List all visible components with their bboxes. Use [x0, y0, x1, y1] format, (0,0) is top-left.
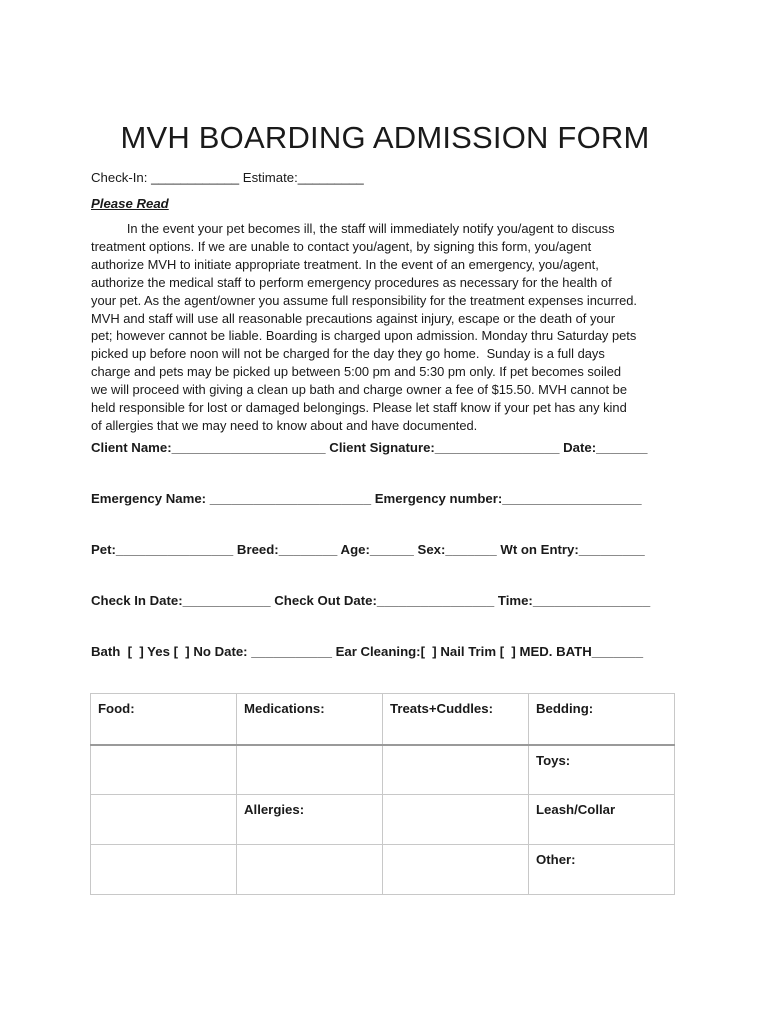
empty-cell[interactable]: [237, 845, 383, 895]
grooming-services-fields[interactable]: Bath [ ] Yes [ ] No Date: ___________ Ear Cleaning:[ ] Nail Trim [ ] MED. BATH_______: [91, 644, 644, 659]
table-row: [91, 694, 675, 745]
toys-cell[interactable]: Toys:: [529, 745, 675, 795]
empty-cell[interactable]: [383, 845, 529, 895]
leash-collar-cell[interactable]: Leash/Collar: [529, 795, 675, 845]
terms-line: authorize MVH to initiate appropriate treatment. In the event of an emergency, you/agent,: [91, 256, 599, 272]
client-info-fields[interactable]: Client Name:_____________________ Client Signature:_________________ Date:_______: [91, 440, 648, 455]
other-cell[interactable]: Other:: [529, 845, 675, 895]
form-title: MVH BOARDING ADMISSION FORM: [120, 120, 650, 155]
empty-cell[interactable]: [383, 795, 529, 845]
table-row: [91, 845, 675, 895]
terms-line: held responsible for lost or damaged belongings. Please let staff know if your pet has any kind: [91, 400, 627, 416]
empty-cell[interactable]: [91, 795, 237, 845]
checkin-estimate-line: Check-In: ____________ Estimate:_________: [91, 170, 364, 185]
terms-line: treatment options. If we are unable to contact you/agent, by signing this form, you/agent: [91, 238, 592, 254]
check-dates-fields[interactable]: Check In Date:____________ Check Out Date:________________ Time:________________: [91, 593, 651, 608]
treats-cuddles-cell[interactable]: Treats+Cuddles:: [383, 694, 529, 745]
please-read-heading: Please Read: [91, 196, 169, 211]
terms-line: we will proceed with giving a clean up bath and charge owner a fee of $15.50. MVH cannot be: [91, 382, 628, 398]
empty-cell[interactable]: [383, 745, 529, 795]
medications-cell[interactable]: Medications:: [237, 694, 383, 745]
emergency-contact-fields[interactable]: Emergency Name: ______________________ Emergency number:___________________: [91, 491, 642, 506]
empty-cell[interactable]: [91, 845, 237, 895]
terms-line: MVH and staff will use all reasonable precautions against injury, escape or the death of your: [91, 310, 616, 326]
belongings-table: [90, 693, 675, 895]
bedding-cell[interactable]: Bedding:: [529, 694, 675, 745]
terms-line: picked up before noon will not be charged for the day they go home. Sunday is a full days: [91, 346, 605, 362]
table-row: [91, 745, 675, 795]
allergies-cell[interactable]: Allergies:: [237, 795, 383, 845]
food-cell[interactable]: Food:: [91, 694, 237, 745]
terms-line: of allergies that we may need to know about and have documented.: [91, 417, 478, 433]
table-row: [91, 795, 675, 845]
empty-cell[interactable]: [237, 745, 383, 795]
terms-paragraph: [91, 220, 691, 435]
terms-line: pet; however cannot be liable. Boarding is charged upon admission. Monday thru Saturday pets: [91, 328, 637, 344]
terms-line: charge and pets may be picked up between 5:00 pm and 5:30 pm only. If pet becomes soiled: [91, 364, 622, 380]
terms-line: authorize the medical staff to perform emergency procedures as necessary for the health of: [91, 274, 612, 290]
empty-cell[interactable]: [91, 745, 237, 795]
terms-line: your pet. As the agent/owner you assume full responsibility for the treatment expenses incurred.: [91, 292, 637, 308]
pet-info-fields[interactable]: Pet:________________ Breed:________ Age:______ Sex:_______ Wt on Entry:_________: [91, 542, 645, 557]
terms-line: In the event your pet becomes ill, the staff will immediately notify you/agent to discuss: [91, 221, 615, 236]
